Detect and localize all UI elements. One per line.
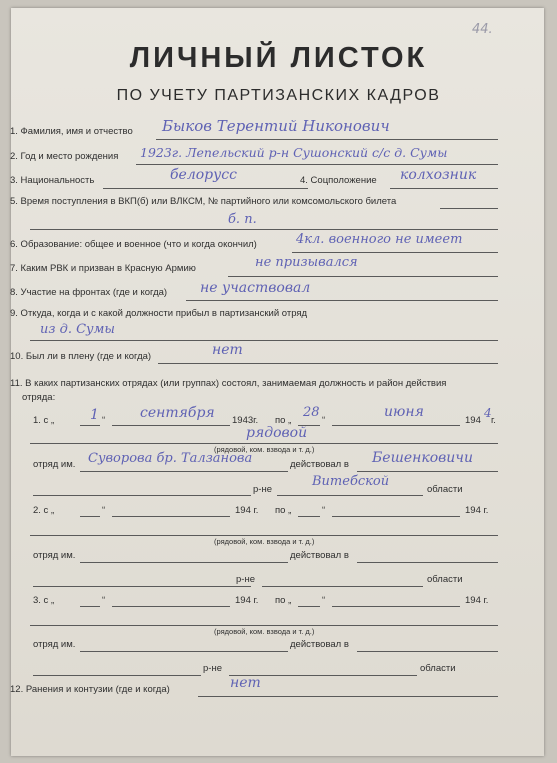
entry-1-month-to-line bbox=[332, 425, 460, 426]
field-12-line bbox=[198, 696, 498, 697]
entry-1-district-label: р-не bbox=[253, 484, 272, 495]
entry-1-month-from-line bbox=[112, 425, 230, 426]
entry-2-q2: “ bbox=[322, 505, 326, 516]
entry-1-detachment-line bbox=[80, 471, 288, 472]
entry-2-po: по „ bbox=[275, 505, 292, 516]
field-9-line bbox=[30, 340, 498, 341]
entry-2-q1: “ bbox=[102, 505, 106, 516]
entry-2-year-to: 194 г. bbox=[465, 505, 489, 516]
field-4-label: 4. Соцположение bbox=[300, 175, 377, 186]
entry-3-po: по „ bbox=[275, 595, 292, 606]
entry-2-position-line bbox=[30, 535, 498, 536]
entry-3-day-from-line bbox=[80, 606, 100, 607]
entry-2-year-from: 194 г. bbox=[235, 505, 259, 516]
entry-2-acted-line bbox=[357, 562, 498, 563]
entry-3-district-label: р-не bbox=[203, 663, 222, 674]
entry-2-detachment-line bbox=[80, 562, 288, 563]
entry-2-district-line bbox=[33, 586, 251, 587]
field-2-line bbox=[136, 164, 498, 165]
entry-3-year-to: 194 г. bbox=[465, 595, 489, 606]
entry-2-region-line bbox=[262, 586, 423, 587]
field-9-label: 9. Откуда, когда и с какой должности прибыл в партизанский отряд bbox=[10, 308, 308, 319]
entry-3-month-from-line bbox=[112, 606, 230, 607]
entry-1-position: рядовой bbox=[246, 425, 308, 441]
entry-1-year-to-g: г. bbox=[491, 415, 496, 426]
entry-2-caption: (рядовой, ком. взвода и т. д.) bbox=[214, 537, 315, 546]
field-8-line bbox=[186, 300, 498, 301]
field-2-value: 1923г. Лепельский р-н Сушонский с/с д. Сумы bbox=[140, 145, 448, 160]
entry-2-month-from-line bbox=[112, 516, 230, 517]
entry-2-prefix: 2. с „ bbox=[33, 505, 55, 516]
entry-2-detachment-label: отряд им. bbox=[33, 550, 76, 561]
field-5-line-b bbox=[30, 229, 498, 230]
entry-3-acted-label: действовал в bbox=[290, 639, 349, 650]
field-11-label: 11. В каких партизанских отрядах (или группах) состоял, занимаемая должность и район действия bbox=[10, 378, 447, 389]
entry-1-detachment: Суворова бр. Талзанова bbox=[88, 451, 253, 466]
entry-1-caption: (рядовой, ком. взвода и т. д.) bbox=[214, 445, 315, 454]
field-12-label: 12. Ранения и контузии (где и когда) bbox=[10, 684, 170, 695]
entry-1-detachment-label: отряд им. bbox=[33, 459, 76, 470]
entry-1-region-value: Витебской bbox=[312, 474, 390, 489]
entry-3-day-to-line bbox=[298, 606, 320, 607]
entry-1-q1: “ bbox=[102, 415, 106, 426]
entry-2-acted-label: действовал в bbox=[290, 550, 349, 561]
entry-1-day-to: 28 bbox=[303, 405, 320, 420]
field-4-line bbox=[390, 188, 498, 189]
entry-1-day-from-line bbox=[80, 425, 100, 426]
entry-3-q1: “ bbox=[102, 595, 106, 606]
field-3-line bbox=[103, 188, 308, 189]
entry-2-region-label: области bbox=[427, 574, 463, 585]
entry-1-year-from: 1943г. bbox=[232, 415, 259, 426]
entry-2-district-label: р-не bbox=[236, 574, 255, 585]
field-6-value: 4кл. военного не имеет bbox=[296, 232, 463, 247]
field-11-label-cont: отряда: bbox=[22, 392, 56, 403]
entry-1-district-line bbox=[33, 495, 251, 496]
field-3-value: белорусс bbox=[170, 167, 237, 183]
entry-1-day-from: 1 bbox=[90, 407, 99, 423]
entry-1-region-line bbox=[277, 495, 423, 496]
field-6-label: 6. Образование: общее и военное (что и когда окончил) bbox=[10, 239, 257, 250]
entry-1-position-line bbox=[30, 443, 498, 444]
entry-1-region-label: области bbox=[427, 484, 463, 495]
entry-3-position-line bbox=[30, 625, 498, 626]
field-9-value: из д. Сумы bbox=[40, 322, 115, 337]
field-5-line-a bbox=[440, 208, 498, 209]
entry-1-year-to: 4 bbox=[484, 406, 492, 420]
field-8-value: не участвовал bbox=[200, 280, 311, 296]
field-10-value: нет bbox=[212, 342, 243, 358]
entry-3-district-line bbox=[33, 675, 201, 676]
entry-1-po: по „ bbox=[275, 415, 292, 426]
field-5-label: 5. Время поступления в ВКП(б) или ВЛКСМ, № партийного или комсомольского билета bbox=[10, 196, 397, 207]
field-7-label: 7. Каким РВК и призван в Красную Армию bbox=[10, 263, 196, 274]
field-8-label: 8. Участие на фронтах (где и когда) bbox=[10, 287, 168, 298]
field-10-label: 10. Был ли в плену (где и когда) bbox=[10, 351, 152, 362]
field-7-value: не призывался bbox=[255, 255, 358, 270]
entry-3-month-to-line bbox=[332, 606, 460, 607]
entry-1-acted-value: Бешенковичи bbox=[372, 450, 474, 466]
entry-3-detachment-label: отряд им. bbox=[33, 639, 76, 650]
page-title: ЛИЧНЫЙ ЛИСТОК bbox=[129, 42, 428, 74]
field-7-line bbox=[228, 276, 498, 277]
field-1-value: Быков Терентий Никонович bbox=[162, 117, 390, 135]
entry-1-year-to-prefix: 194 bbox=[465, 415, 481, 426]
entry-3-q2: “ bbox=[322, 595, 326, 606]
entry-1-acted-line bbox=[357, 471, 498, 472]
field-4-value: колхозник bbox=[400, 167, 477, 183]
entry-1-q2: “ bbox=[322, 415, 326, 426]
page-subtitle: ПО УЧЕТУ ПАРТИЗАНСКИХ КАДРОВ bbox=[116, 87, 441, 104]
field-5-value: б. п. bbox=[228, 212, 257, 227]
entry-2-day-to-line bbox=[298, 516, 320, 517]
entry-3-region-label: области bbox=[420, 663, 456, 674]
entry-3-acted-line bbox=[357, 651, 498, 652]
field-12-value: нет bbox=[230, 675, 261, 691]
entry-3-year-from: 194 г. bbox=[235, 595, 259, 606]
corner-number: 44. bbox=[472, 22, 493, 37]
field-1-line bbox=[156, 139, 498, 140]
entry-1-prefix: 1. с „ bbox=[33, 415, 55, 426]
entry-1-month-to: июня bbox=[384, 404, 424, 420]
entry-1-month-from: сентября bbox=[140, 405, 215, 421]
field-3-label: 3. Национальность bbox=[10, 175, 95, 186]
entry-2-day-from-line bbox=[80, 516, 100, 517]
field-1-label: 1. Фамилия, имя и отчество bbox=[10, 126, 133, 137]
entry-3-caption: (рядовой, ком. взвода и т. д.) bbox=[214, 627, 315, 636]
entry-3-detachment-line bbox=[80, 651, 288, 652]
field-6-line bbox=[292, 252, 498, 253]
field-2-label: 2. Год и место рождения bbox=[10, 151, 119, 162]
entry-1-acted-label: действовал в bbox=[290, 459, 349, 470]
field-10-line bbox=[158, 363, 498, 364]
entry-2-month-to-line bbox=[332, 516, 460, 517]
entry-3-prefix: 3. с „ bbox=[33, 595, 55, 606]
